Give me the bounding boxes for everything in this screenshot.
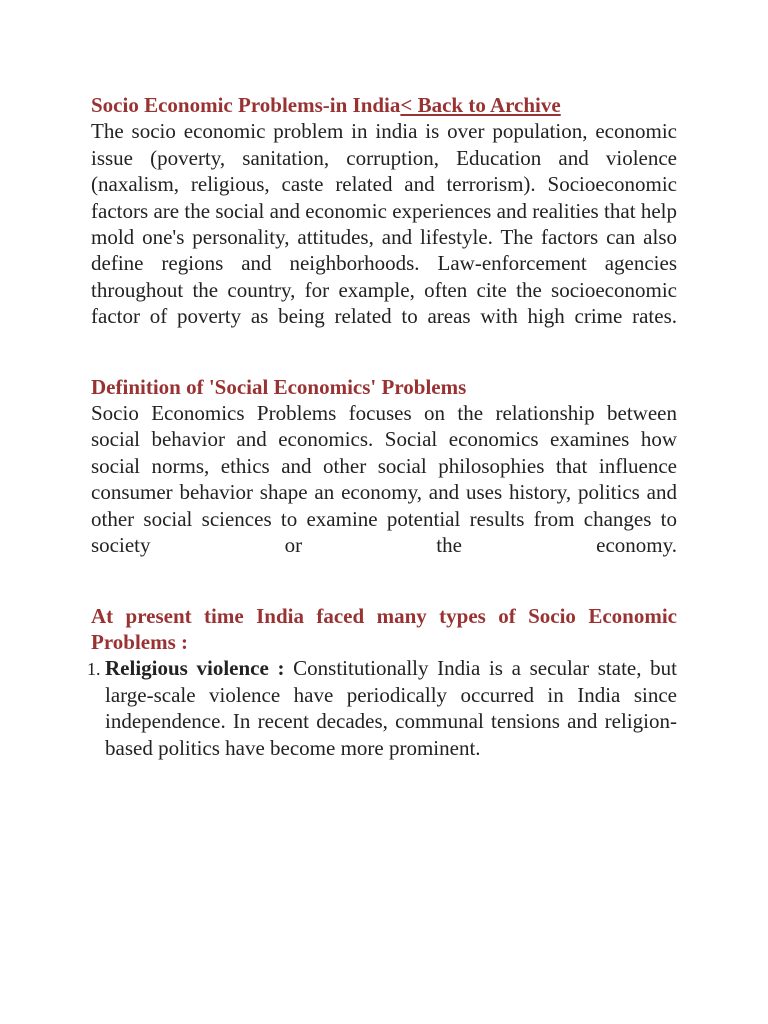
section2-body: Socio Economics Problems focuses on the relationship between social behavior and economics. Social economics examines how social norms, ethics and other social philosophies that influence consumer behavior shape an economy, and uses history, politics and other social sciences to examine potential results from changes to society or the economy.: [91, 401, 677, 558]
section1-title: Socio Economic Problems-in India: [91, 93, 401, 117]
list-item-text: Constitutionally India is a secular state, but large-scale violence have periodically occurred in India since independence. In recent decades, communal tensions and religion-based politics have become more prominent.: [105, 656, 677, 760]
section2-heading: Definition of 'Social Economics' Problems: [91, 374, 467, 399]
section-spacer: [91, 559, 677, 603]
section1-body: The socio economic problem in india is over population, economic issue (poverty, sanitation, corruption, Education and violence (naxalism, religious, caste related and terrorism). Socioeconomic factors are the social and economic experiences and realities that help mold one's personality, attitudes, and lifestyle. The factors can also define regions and neighborhoods. Law-enforcement agencies throughout the country, for example, often cite the socioeconomic factor of poverty as being related to areas with high crime rates.: [91, 119, 677, 329]
back-to-archive-link[interactable]: < Back to Archive: [400, 93, 561, 117]
list-item-title: Religious violence :: [105, 656, 285, 681]
document-page: [91, 92, 677, 761]
section1-heading: [91, 92, 677, 118]
section-spacer: [91, 330, 677, 374]
problems-list: [91, 655, 677, 761]
section3-heading: At present time India faced many types of Socio Economic Problems :: [91, 603, 677, 654]
list-item: [105, 655, 677, 761]
